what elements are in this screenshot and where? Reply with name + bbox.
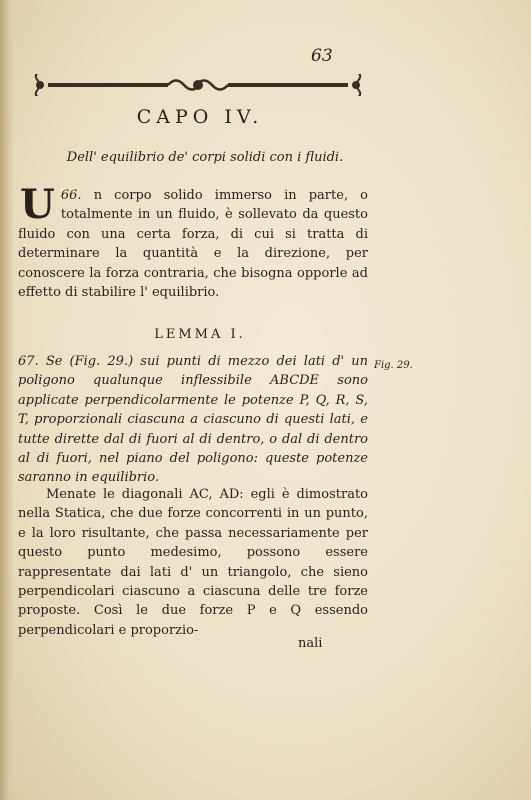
section-number-66: 66. (60, 188, 82, 203)
paragraph-67 (18, 352, 368, 488)
margin-figure-reference: Fig. 29. (374, 360, 413, 371)
lemma-heading: LEMMA I. (154, 327, 246, 342)
paragraph-66 (18, 181, 368, 302)
drop-cap: U (20, 181, 55, 228)
chapter-subtitle: Dell' equilibrio de' corpi solidi con i fluidi. (66, 150, 344, 165)
section-number-67: 67. (18, 354, 39, 369)
catchword: nali (298, 636, 323, 651)
paragraph-menate: Menate le diagonali AC, AD: egli è dimostrato nella Statica, che due forze concorrenti in un punto, e la loro risultante, che passa necessariamente per questo punto medesimo, possono essere rappresentate dai lati d' un triangolo, che sieno perpendicolari ciascuno a ciascuna delle tre forze proposte. Così le due forze P e Q essendo perpendicolari e proporzio- (18, 487, 368, 638)
chapter-title: CAPO IV. (136, 106, 264, 128)
paragraph-66-text: n corpo solido immerso in parte, o totalmente in un fluido, è sollevato da questo fluido con una certa forza, di cui si tratta di determinare la quantità e la direzione, per conoscere la forza contraria, che bisogna opporle ad effetto di stabilire l' equilibrio. (18, 188, 368, 301)
paragraph-67-text: Se (Fig. 29.) sui punti di mezzo dei lati d' un poligono qualunque inflessibile ABCDE sono applicate perpendicolarmente le potenze P, Q, R, S, T, proporzionali ciascuna a ciascuno di questi lati, e tutte dirette dal di fuori al di dentro, o dal di dentro al di fuori, nel piano del poligono: queste potenze saranno in equilibrio. (18, 354, 368, 486)
page-number: 63 (311, 46, 333, 66)
decorative-rule-ornament (28, 74, 368, 96)
